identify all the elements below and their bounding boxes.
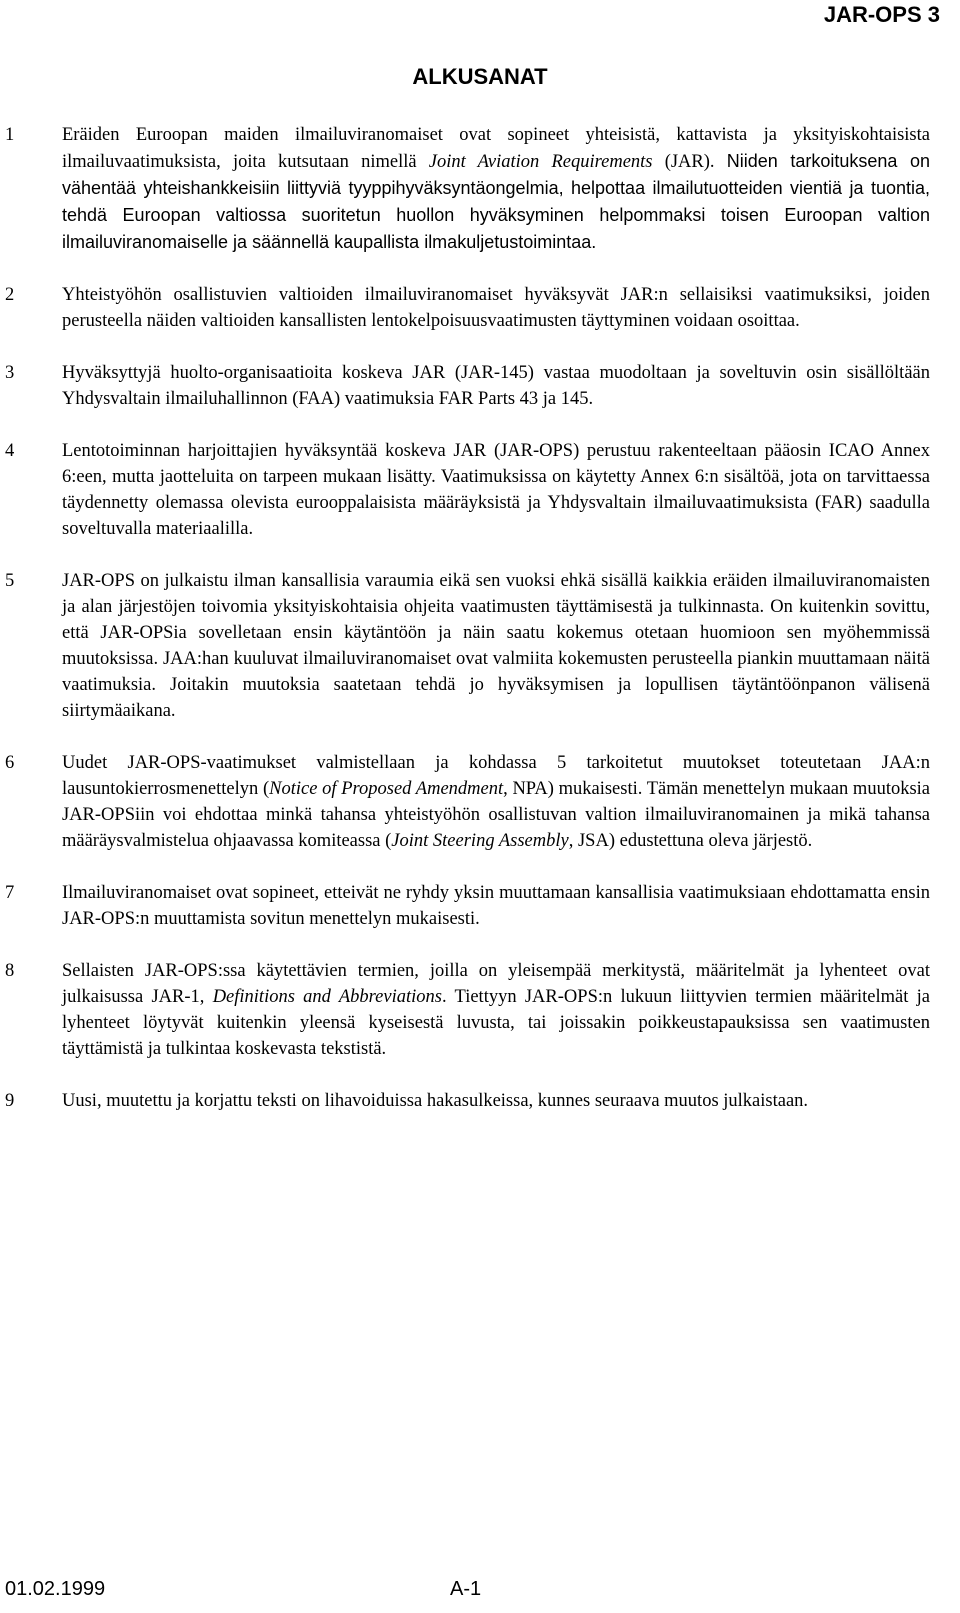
italic-term: Notice of Proposed Amendment [269, 779, 504, 799]
paragraph-5 [0, 568, 960, 724]
italic-term: Joint Steering Assembly [391, 831, 569, 851]
paragraph-number: 1 [5, 125, 15, 145]
text-run: Uusi, muutettu ja korjattu teksti on lihavoiduissa hakasulkeissa, kunnes seuraava muutos julkaistaan. [62, 1091, 809, 1111]
text-run: JAR-OPS on julkaistu ilman kansallisia varaumia eikä sen vuoksi ehkä sisällä kaikkia eräiden ilmailuviranomaisten ja alan järjestöjen toivomia yksityiskohtaisia ohjeita vaatimusten täyttämisestä ja tulkinnasta. On kuitenkin sovittu, että JAR-OPSia sovelletaan ensin käytäntöön ja näin saatu kokemus otetaan huomioon sen myöhemmissä muutoksissa. JAA:han kuuluvat ilmailuviranomaiset ovat valmiita kokemusten perusteella piankin muuttamaan näitä vaatimuksia. Joitakin muutoksia saatetaan tehdä jo hyväksymisen ja lopullisen täytäntöönpanon välisenä siirtymäaikana. [62, 571, 930, 721]
italic-term: Definitions and Abbreviations [212, 987, 442, 1007]
footer-page-number: A-1 [450, 1578, 482, 1600]
paragraph-number: 7 [5, 883, 15, 903]
paragraph-7 [0, 880, 960, 932]
text-run: Ilmailuviranomaiset ovat sopineet, etteivät ne ryhdy yksin muuttamaan kansallisia vaatimuksiaan ehdottamatta ensin JAR-OPS:n muuttamista sovitun menettelyn mukaisesti. [62, 883, 930, 929]
text-run: Yhteistyöhön osallistuvien valtioiden ilmailuviranomaiset hyväksyvät JAR:n sellaisiksi vaatimuksiksi, joiden perusteella näiden valtioiden kansallisten lentokelpoisuusvaatimusten täyttyminen voidaan osoittaa. [62, 285, 930, 331]
text-run: Eräiden Euroopan maiden ilmailuviranomaiset ovat sopineet yhteisistä, kattavista ja yksityiskohtaisista ilmailuvaatimuksista, joita kutsutaan nimellä [62, 125, 930, 172]
paragraph-4 [0, 438, 960, 542]
paragraph-3 [0, 360, 960, 412]
paragraph-number: 2 [5, 285, 15, 305]
page-title: ALKUSANAT [412, 64, 548, 89]
paragraph-number: 8 [5, 961, 15, 981]
paragraph-number: 4 [5, 441, 15, 461]
document-body [0, 122, 960, 1140]
text-run: Hyväksyttyjä huolto-organisaatioita koskeva JAR (JAR-145) vastaa muodoltaan ja soveltuvin osin sisällöltään Yhdysvaltain ilmailuhallinnon (FAA) vaatimuksia FAR Parts 43 ja 145. [62, 363, 930, 409]
italic-term: Joint Aviation Requirements [428, 152, 653, 172]
text-run: Lentotoiminnan harjoittajien hyväksyntää koskeva JAR (JAR-OPS) perustuu rakenteeltaan pääosin ICAO Annex 6:een, mutta jaotteluita on tarpeen mukaan lisätty. Vaatimuksissa on käytetty Annex 6:n sisältöä, jota on tarvittaessa täydennetty olemassa olevista eurooppalaisista määräyksistä ja Yhdysvaltain ilmailuvaatimuksista (FAR) saadulla soveltuvalla materiaalilla. [62, 441, 930, 539]
text-run: (JAR). [652, 152, 727, 172]
paragraph-9 [0, 1088, 960, 1114]
paragraph-text [62, 360, 930, 412]
paragraph-text [62, 568, 930, 724]
paragraph-text [62, 1088, 930, 1114]
paragraph-2 [0, 282, 960, 334]
paragraph-number: 3 [5, 363, 15, 383]
text-run: Sellaisten JAR-OPS:ssa käytettävien termien, joilla on yleisempää merkitystä, määritelmät ja lyhenteet ovat julkaisussa JAR-1, [62, 961, 930, 1007]
paragraph-text [62, 958, 930, 1062]
paragraph-number: 6 [5, 753, 15, 773]
document-id-header: JAR-OPS 3 [823, 2, 940, 27]
paragraph-number: 9 [5, 1091, 15, 1111]
footer-date: 01.02.1999 [5, 1578, 106, 1600]
paragraph-1 [0, 122, 960, 256]
paragraph-6 [0, 750, 960, 854]
text-run: Uudet JAR-OPS-vaatimukset valmistellaan ja kohdassa 5 tarkoitetut muutokset toteutetaan JAA:n lausuntokierrosmenettelyn ( [62, 753, 930, 799]
paragraph-text [62, 880, 930, 932]
text-run: , JSA) edustettuna oleva järjestö. [568, 831, 813, 851]
text-run: , NPA) mukaisesti. Tämän menettelyn mukaan muutoksia JAR-OPSiin voi ehdottaa minkä tahansa yhteistyöhön osallistuvan valtion ilmailuviranomainen ja mikä tahansa määräysvalmistelua ohjaavassa komiteassa ( [62, 779, 931, 851]
text-run: . Tiettyyn JAR-OPS:n lukuun liittyvien termien määritelmät ja lyhenteet löytyvät kuitenkin yleensä kyseisestä luvusta, tai joissakin poikkeustapauksissa sen vaatimusten täyttämistä ja tulkintaa koskevasta tekstistä. [62, 987, 931, 1059]
paragraph-text [62, 750, 930, 854]
paragraph-text [62, 438, 930, 542]
text-run: Niiden tarkoituksena on vähentää yhteishankkeisiin liittyviä tyyppihyväksyntäongelmia, helpottaa ilmailutuotteiden vientiä ja tuontia, tehdä Euroopan valtiossa suoritetun huollon hyväksyminen helpommaksi toisen Euroopan valtion ilmailuviranomaiselle ja säännellä kaupallista ilmakuljetustoimintaa. [62, 151, 930, 252]
paragraph-text [62, 282, 930, 334]
paragraph-text [62, 122, 930, 256]
paragraph-8 [0, 958, 960, 1062]
paragraph-number: 5 [5, 571, 15, 591]
